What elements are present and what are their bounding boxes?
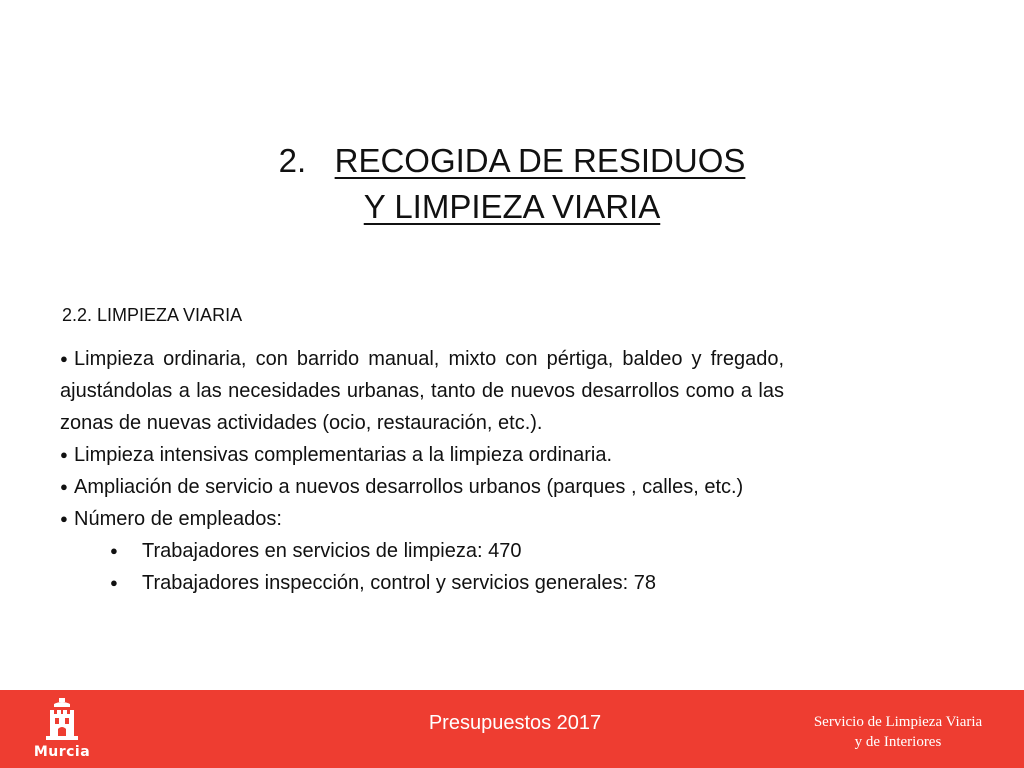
list-item [60,471,784,503]
title-text-line-1: RECOGIDA DE RESIDUOS [334,142,746,179]
sub-list-item [60,567,784,599]
title-number: 2. [278,142,307,179]
footer-department-line-2: y de Interiores [854,734,942,750]
bullet-icon: ● [110,543,118,558]
sub-list-item [60,535,784,567]
title-text-line-2: Y LIMPIEZA VIARIA [363,188,661,225]
footer-title: Presupuestos 2017 [428,712,602,734]
list-item-text: Ampliación de servicio a nuevos desarrollos urbanos (parques , calles, etc.) [74,476,744,498]
sub-list-item-text: Trabajadores en servicios de limpieza: 470 [142,540,522,562]
content-body [60,343,784,599]
footer-department [788,712,1008,752]
title-line-1 [0,138,1024,184]
castle-crest-icon [28,698,96,742]
list-item [60,503,784,535]
slide-title [0,138,1024,230]
footer-bar [0,690,1024,768]
list-item [60,439,784,471]
title-line-2 [0,184,1024,230]
bullet-icon: ● [60,351,68,366]
murcia-logo [28,698,96,762]
logo-text: Murcia [33,744,91,760]
footer-department-line-1: Servicio de Limpieza Viaria [813,714,983,730]
list-item-text: Limpieza intensivas complementarias a la limpieza ordinaria. [74,444,613,466]
list-item-text: Limpieza ordinaria, con barrido manual, mixto con pértiga, baldeo y fregado, ajustándolas a las necesidades urbanas, tanto de nuevos desarrollos como a las zonas de nuevas actividades (ocio, restauración, etc.). [60,348,784,434]
bullet-icon: ● [110,575,118,590]
sub-list [60,535,784,599]
bullet-icon: ● [60,511,68,526]
section-heading: 2.2. LIMPIEZA VIARIA [62,305,243,325]
sub-list-item-text: Trabajadores inspección, control y servicios generales: 78 [142,572,656,594]
list-item-text: Número de empleados: [74,508,282,530]
bullet-icon: ● [60,447,68,462]
bullet-icon: ● [60,479,68,494]
list-item [60,343,784,439]
